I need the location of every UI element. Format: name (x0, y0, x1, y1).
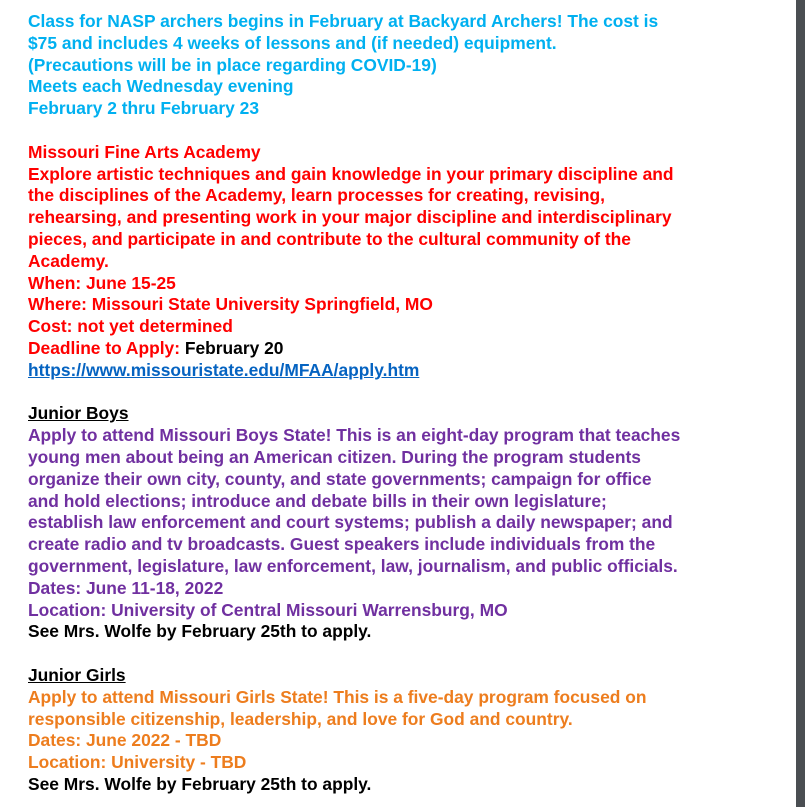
text-line: and hold elections; introduce and debate bills in their own legislature; (28, 490, 607, 511)
apply-note: See Mrs. Wolfe by February 25th to apply. (28, 621, 372, 642)
location: Location: University of Central Missouri Warrensburg, MO (28, 599, 508, 620)
text-line: rehearsing, and presenting work in your major discipline and interdisciplinary (28, 207, 672, 228)
text-line: Academy. (28, 250, 109, 271)
text-line: establish law enforcement and court systems; publish a daily newspaper; and (28, 512, 673, 533)
dates: Dates: June 11-18, 2022 (28, 577, 224, 598)
section-heading: Junior Boys (28, 403, 129, 424)
when: When: June 15-25 (28, 272, 176, 293)
text-line: responsible citizenship, leadership, and love for God and country. (28, 708, 573, 729)
text-line: $75 and includes 4 weeks of lessons and (if needed) equipment. (28, 32, 557, 53)
deadline-value: February 20 (180, 337, 284, 358)
text-line: Apply to attend Missouri Girls State! This is a five-day program focused on (28, 686, 647, 707)
text-line: Explore artistic techniques and gain knowledge in your primary discipline and (28, 163, 674, 184)
junior-girls-section (28, 665, 788, 796)
where: Where: Missouri State University Springfield, MO (28, 294, 433, 315)
archery-section (28, 11, 788, 120)
apply-link[interactable]: https://www.missouristate.edu/MFAA/apply.htm (28, 359, 420, 380)
section-heading: Junior Girls (28, 664, 126, 685)
text-line: (Precautions will be in place regarding COVID-19) (28, 54, 437, 75)
location: Location: University - TBD (28, 752, 247, 773)
text-line: young men about being an American citizen. During the program students (28, 446, 641, 467)
text-line: Meets each Wednesday evening (28, 76, 294, 97)
document-page (28, 11, 788, 796)
section-title: Missouri Fine Arts Academy (28, 141, 261, 162)
dates: Dates: June 2022 - TBD (28, 730, 222, 751)
mfaa-section (28, 142, 788, 382)
text-line: government, legislature, law enforcement, law, journalism, and public officials. (28, 555, 678, 576)
text-line: February 2 thru February 23 (28, 98, 259, 119)
cost: Cost: not yet determined (28, 316, 233, 337)
text-line: pieces, and participate in and contribute to the cultural community of the (28, 228, 631, 249)
text-line: create radio and tv broadcasts. Guest speakers include individuals from the (28, 534, 656, 555)
apply-note: See Mrs. Wolfe by February 25th to apply. (28, 773, 372, 794)
deadline (28, 338, 788, 360)
text-line: Class for NASP archers begins in February at Backyard Archers! The cost is (28, 11, 659, 31)
text-line: organize their own city, county, and state governments; campaign for office (28, 468, 652, 489)
deadline-label: Deadline to Apply: (28, 337, 181, 358)
viewer-edge (796, 0, 805, 807)
text-line: Apply to attend Missouri Boys State! This is an eight-day program that teaches (28, 425, 681, 446)
junior-boys-section (28, 403, 788, 643)
text-line: the disciplines of the Academy, learn processes for creating, revising, (28, 185, 605, 206)
